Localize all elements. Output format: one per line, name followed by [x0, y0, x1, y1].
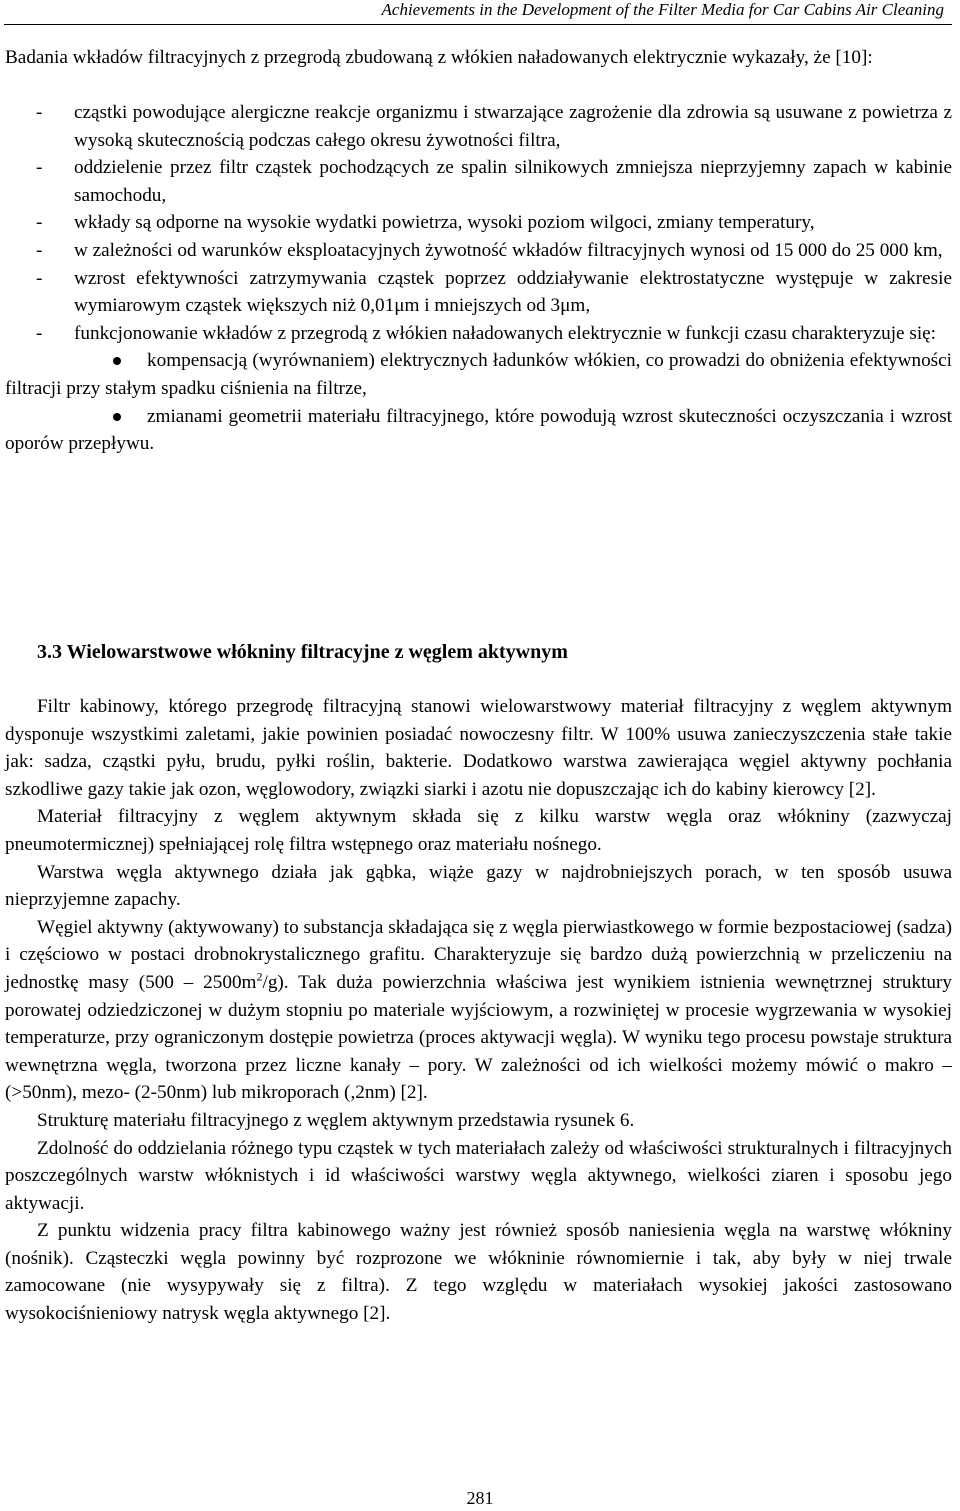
dash-marker: - [36, 267, 43, 289]
header-rule [4, 24, 952, 25]
running-header: Achievements in the Development of the Filter Media for Car Cabins Air Cleaning [381, 0, 944, 19]
dash-marker: - [36, 157, 43, 179]
body-section [5, 693, 952, 1328]
bullet-dot-icon [113, 413, 121, 421]
paragraph-5: Strukturę materiału filtracyjnego z węglem aktywnym przedstawia rysunek 6. [37, 1109, 635, 1131]
dash-marker: - [36, 212, 43, 234]
paragraph-4: Węgiel aktywny (aktywowany) to substancja składająca się z węgla pierwiastkowego w formie bezpostaciowej (sadza) i częściowo w postaci drobnokrystalicznego grafitu. Charakteryzuje się bardzo dużą powierzchnią w przeliczeniu na jednostkę masy $(500 - 2500m^2/g)$. Tak duża powierzchnia właściwa jest wynikiem istnienia wewnętrznej struktury porowatej odziedziczonej w dużym stopniu po materiale wyjściowym, a rozwiniętej w procesie wygrzewania w wysokiej temperaturze, przy ograniczonym dostępie powietrza (proces aktywacji węgla). W wyniku tego procesu powstaje struktura wewnętrzna węgla, tworzona przez liczne kanały – pory. W zależności od ich wielkości możemy mówić o makro – (>50nm), mezo- (2-50nm) lub mikroporach (,2nm) [2]. [5, 916, 952, 1104]
intro-paragraph: Badania wkładów filtracyjnych z przegrodą zbudowaną z włókien naładowanych elektrycznie wykazały, że [10]: [5, 47, 873, 68]
intro-section [5, 44, 952, 72]
list-item: - wkłady są odporne na wysokie wydatki powietrza, wysoki poziom wilgoci, zmiany temperatury, [5, 209, 952, 237]
dash-marker: - [36, 102, 43, 123]
paragraph-2: Materiał filtracyjny z węglem aktywnym składa się z kilku warstw węgla oraz włókniny (zazwyczaj pneumotermicznej) spełniającej rolę filtra wstępnego oraz materiału nośnego. [5, 806, 952, 855]
paragraph-3: Warstwa węgla aktywnego działa jak gąbka, wiąże gazy w najdrobniejszych porach, w ten sposób usuwa nieprzyjemne zapachy. [5, 861, 952, 911]
list-item: - cząstki powodujące alergiczne reakcje organizmu i stwarzające zagrożenie dla zdrowia są usuwane z powietrza z wysoką skutecznością podczas całego okresu żywotności filtra, [5, 99, 952, 154]
list-item: - wzrost efektywności zatrzymywania cząstek poprzez oddziaływanie elektrostatyczne występuje w zakresie wymiarowym cząstek większych niż 0,01μm i mniejszych od 3μm, [5, 265, 952, 320]
dash-list [5, 99, 952, 458]
list-item: - oddzielenie przez filtr cząstek pochodzących ze spalin silnikowych zmniejsza nieprzyjemny zapach w kabinie samochodu, [5, 154, 952, 209]
dash-marker: - [36, 322, 43, 344]
bullet-item: zmianami geometrii materiału filtracyjnego, które powodują wzrost skuteczności oczyszczania i wzrost oporów przepływu. [5, 405, 952, 455]
dash-marker: - [36, 239, 43, 261]
page-number: 281 [466, 1488, 494, 1508]
paragraph-7: Z punktu widzenia pracy filtra kabinowego ważny jest również sposób naniesienia węgla na warstwę włókniny (nośnik). Cząsteczki węgla powinny być rozprozone we włókninie równomiernie i tak, aby były w niej trwale zamocowane (nie wysypywały się z filtra). Z tego względu w materiałach wysokiej jakości zastosowano wysokociśnieniowy natrysk węgla aktywnego [2]. [5, 1220, 952, 1325]
bullet-item: kompensacją (wyrównaniem) elektrycznych ładunków włókien, co prowadzi do obniżenia efektywności filtracji przy stałym spadku ciśnienia na filtrze, [5, 350, 952, 399]
section-heading: 3.3 Wielowarstwowe włókniny filtracyjne z węglem aktywnym [37, 641, 568, 663]
paragraph-1: Filtr kabinowy, którego przegrodę filtracyjną stanowi wielowarstwowy materiał filtracyjny z węglem aktywnym dysponuje wszystkimi zaletami, jakie powinien posiadać nowoczesny filtr. W 100% usuwa zanieczyszczenia stałe takie jak: sadza, cząstki pyłu, brudu, pyłki roślin, bakterie. Dodatkowo warstwa zawierająca węgiel aktywny pochłania szkodliwe gazy takie jak ozon, węglowodory, związki siarki i azotu nie dopuszczając ich do kabiny kierowcy [2]. [5, 696, 952, 800]
bullet-dot-icon [113, 357, 121, 365]
list-item: - funkcjonowanie wkładów z przegrodą z włókien naładowanych elektrycznie w funkcji czasu charakteryzuje się: [5, 320, 952, 348]
paragraph-6: Zdolność do oddzielania różnego typu cząstek w tych materiałach zależy od właściwości strukturalnych i filtracyjnych poszczególnych warstw włóknistych i id właściwości warstwy węgla aktywnego, wielkości ziaren i sposobu jego aktywacji. [5, 1137, 952, 1214]
list-item: - w zależności od warunków eksploatacyjnych żywotność wkładów filtracyjnych wynosi od 15 000 do 25 000 km, [5, 237, 952, 265]
